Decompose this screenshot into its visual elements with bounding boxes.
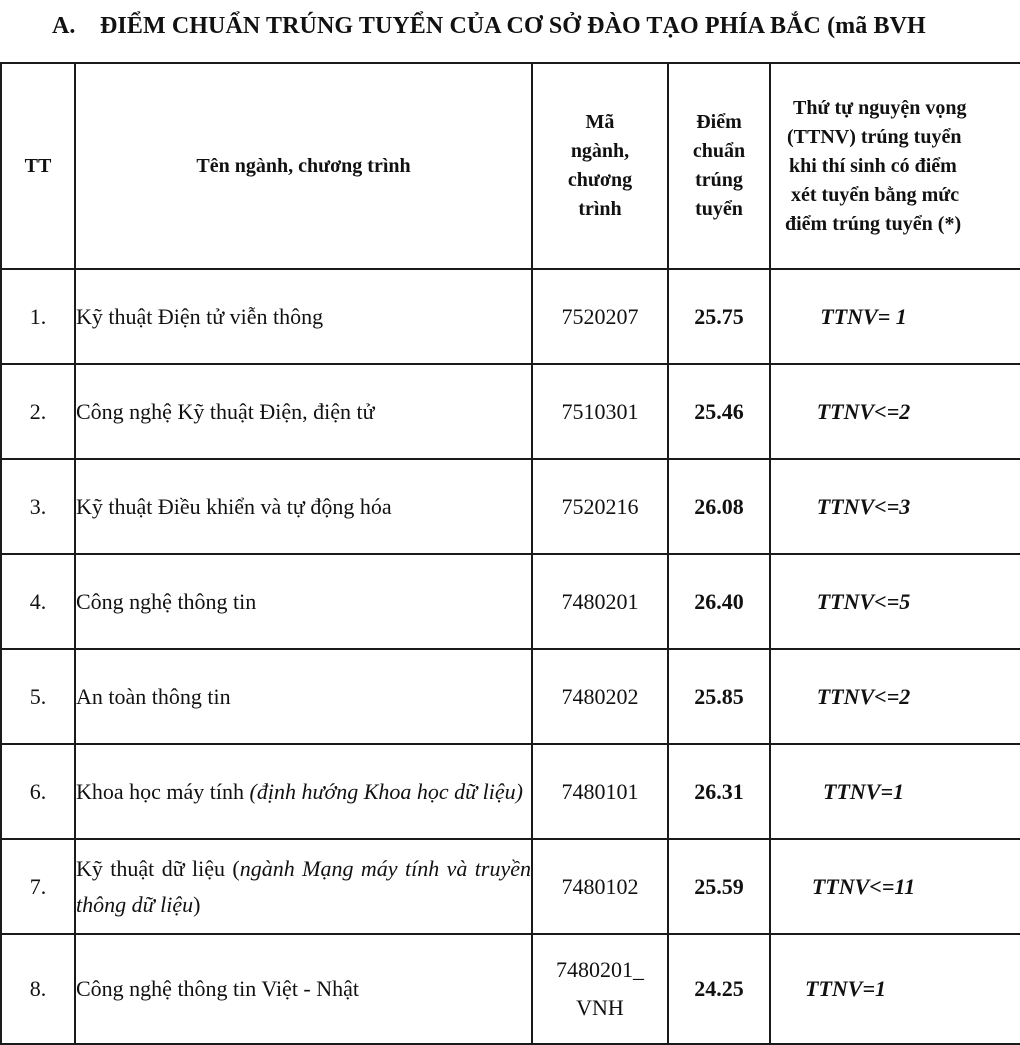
header-program-code xyxy=(532,63,668,269)
header-score-line: trúng xyxy=(695,169,743,191)
ttnv-value: TTNV=1 xyxy=(770,934,1020,1044)
section-letter: A. xyxy=(52,12,76,39)
table-row xyxy=(1,269,1020,364)
program-name: Kỹ thuật Điều khiển và tự động hóa xyxy=(75,459,532,554)
program-name xyxy=(75,744,532,839)
ttnv-value: TTNV<=11 xyxy=(770,839,1020,934)
program-name-close: ) xyxy=(193,891,201,917)
ttnv-value: TTNV= 1 xyxy=(770,269,1020,364)
program-name: An toàn thông tin xyxy=(75,649,532,744)
cutoff-score: 24.25 xyxy=(668,934,770,1044)
row-number: 7. xyxy=(1,839,75,934)
header-code-line: ngành, xyxy=(570,140,630,162)
section-title: ĐIỂM CHUẨN TRÚNG TUYỂN CỦA CƠ SỞ ĐÀO TẠO PHÍA BẮC (mã BVH xyxy=(100,12,926,39)
table-row xyxy=(1,839,1020,934)
program-code: 7480102 xyxy=(532,839,668,934)
table-row xyxy=(1,649,1020,744)
table-row xyxy=(1,459,1020,554)
table-header-row xyxy=(1,63,1020,269)
program-name xyxy=(75,839,532,934)
ttnv-value: TTNV=1 xyxy=(770,744,1020,839)
program-code: 7520216 xyxy=(532,459,668,554)
program-code: 7480101 xyxy=(532,744,668,839)
row-number: 3. xyxy=(1,459,75,554)
row-number: 2. xyxy=(1,364,75,459)
row-number: 1. xyxy=(1,269,75,364)
cutoff-score: 26.08 xyxy=(668,459,770,554)
header-cutoff-score xyxy=(668,63,770,269)
header-code-line: chương xyxy=(567,169,633,191)
program-code: 7480202 xyxy=(532,649,668,744)
program-code-suffix: VNH xyxy=(576,995,624,1020)
cutoff-score: 25.59 xyxy=(668,839,770,934)
table-row xyxy=(1,744,1020,839)
program-name-note: (định hướng Khoa học dữ liệu) xyxy=(249,778,523,804)
header-ttnv xyxy=(770,63,1020,269)
program-code: 7480201 xyxy=(532,554,668,649)
admission-score-table xyxy=(0,62,1020,1045)
program-code: 7520207 xyxy=(532,269,668,364)
page-title xyxy=(52,0,926,52)
program-name: Công nghệ Kỹ thuật Điện, điện tử xyxy=(75,364,532,459)
ttnv-value: TTNV<=2 xyxy=(770,649,1020,744)
program-name: Công nghệ thông tin Việt - Nhật xyxy=(75,934,532,1044)
program-code xyxy=(532,934,668,1044)
cutoff-score: 25.85 xyxy=(668,649,770,744)
header-tt: TT xyxy=(1,63,75,269)
cutoff-score: 25.75 xyxy=(668,269,770,364)
ttnv-value: TTNV<=5 xyxy=(770,554,1020,649)
ttnv-value: TTNV<=3 xyxy=(770,459,1020,554)
table-row xyxy=(1,364,1020,459)
header-score-line: chuẩn xyxy=(692,140,746,162)
program-name-main: Kỹ thuật dữ liệu ( xyxy=(76,855,240,881)
header-score-line: tuyển xyxy=(695,198,743,220)
header-code-line: Mã xyxy=(585,111,615,133)
cutoff-score: 26.31 xyxy=(668,744,770,839)
header-ttnv-line: xét tuyển bằng mức xyxy=(791,183,960,206)
header-ttnv-line: Thứ tự nguyện vọng xyxy=(793,96,967,119)
header-ttnv-line: khi thí sinh có điểm xyxy=(789,154,957,177)
program-name: Công nghệ thông tin xyxy=(75,554,532,649)
program-code: 7510301 xyxy=(532,364,668,459)
table-row xyxy=(1,934,1020,1044)
row-number: 6. xyxy=(1,744,75,839)
program-name-main: Khoa học máy tính xyxy=(76,778,250,804)
program-code-line: 7480201_ xyxy=(556,957,644,982)
cutoff-score: 26.40 xyxy=(668,554,770,649)
header-program-name: Tên ngành, chương trình xyxy=(75,63,532,269)
row-number: 5. xyxy=(1,649,75,744)
program-name-note: ngành Mạng máy tính và truyền thông dữ liệu xyxy=(76,855,531,917)
ttnv-value: TTNV<=2 xyxy=(770,364,1020,459)
cutoff-score: 25.46 xyxy=(668,364,770,459)
header-ttnv-line: điểm trúng tuyển (*) xyxy=(785,212,962,235)
program-name: Kỹ thuật Điện tử viễn thông xyxy=(75,269,532,364)
row-number: 8. xyxy=(1,934,75,1044)
header-ttnv-line: (TTNV) trúng tuyển xyxy=(787,125,962,148)
table-row xyxy=(1,554,1020,649)
header-score-line: Điểm xyxy=(696,111,742,133)
row-number: 4. xyxy=(1,554,75,649)
header-code-line: trình xyxy=(578,198,622,220)
